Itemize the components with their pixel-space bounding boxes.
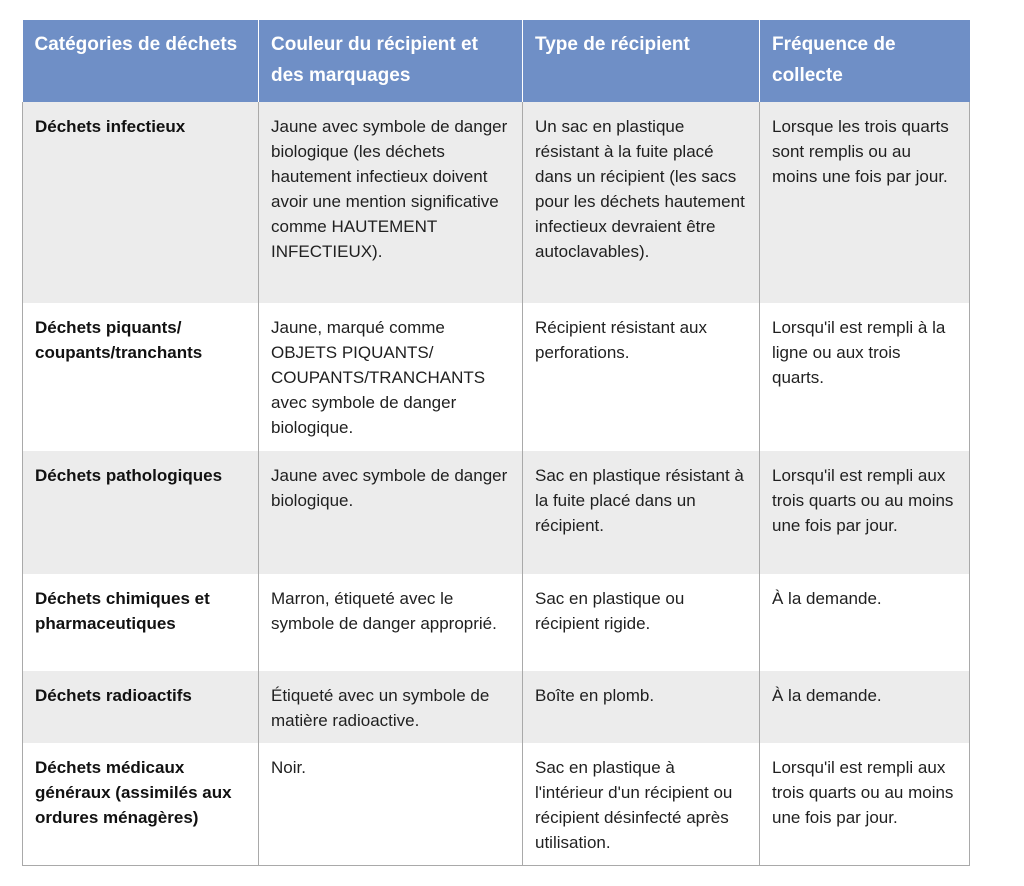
row-container-color: Jaune, marqué comme OBJETS PIQUANTS/ COUPANTS/TRANCHANTS avec symbole de danger biologique. [259, 303, 523, 451]
row-container-type: Récipient résistant aux perforations. [523, 303, 760, 451]
row-container-color: Marron, étiqueté avec le symbole de danger approprié. [259, 574, 523, 671]
table-row [23, 303, 970, 451]
table-row [23, 451, 970, 574]
row-category: Déchets médicaux généraux (assimilés aux ordures ménagères) [23, 743, 259, 865]
row-collection-frequency: À la demande. [760, 671, 970, 743]
row-container-color: Étiqueté avec un symbole de matière radioactive. [259, 671, 523, 743]
row-category: Déchets infectieux [23, 102, 259, 303]
header-categories: Catégories de déchets [23, 20, 259, 102]
row-container-type: Sac en plastique résistant à la fuite placé dans un récipient. [523, 451, 760, 574]
row-container-color: Jaune avec symbole de danger biologique. [259, 451, 523, 574]
row-category: Déchets pathologiques [23, 451, 259, 574]
table-row [23, 102, 970, 303]
table-row [23, 671, 970, 743]
row-collection-frequency: Lorsqu'il est rempli aux trois quarts ou au moins une fois par jour. [760, 451, 970, 574]
header-collection-frequency: Fréquence de collecte [760, 20, 970, 102]
header-container-type: Type de récipient [523, 20, 760, 102]
row-collection-frequency: Lorsque les trois quarts sont remplis ou au moins une fois par jour. [760, 102, 970, 303]
row-collection-frequency: Lorsqu'il est rempli à la ligne ou aux trois quarts. [760, 303, 970, 451]
table-row [23, 574, 970, 671]
row-collection-frequency: À la demande. [760, 574, 970, 671]
table-header-row [23, 20, 970, 102]
row-container-type: Sac en plastique ou récipient rigide. [523, 574, 760, 671]
row-category: Déchets piquants/ coupants/tranchants [23, 303, 259, 451]
header-container-color: Couleur du récipient et des marquages [259, 20, 523, 102]
table-row [23, 743, 970, 865]
row-category: Déchets radioactifs [23, 671, 259, 743]
row-container-type: Boîte en plomb. [523, 671, 760, 743]
row-collection-frequency: Lorsqu'il est rempli aux trois quarts ou au moins une fois par jour. [760, 743, 970, 865]
row-category: Déchets chimiques et pharmaceutiques [23, 574, 259, 671]
waste-categories-table [22, 20, 970, 866]
row-container-type: Un sac en plastique résistant à la fuite placé dans un récipient (les sacs pour les déchets hautement infectieux devraient être autoclavables). [523, 102, 760, 303]
row-container-color: Noir. [259, 743, 523, 865]
row-container-type: Sac en plastique à l'intérieur d'un récipient ou récipient désinfecté après utilisation. [523, 743, 760, 865]
row-container-color: Jaune avec symbole de danger biologique (les déchets hautement infectieux doivent avoir une mention significative comme HAUTEMENT INFECTIEUX). [259, 102, 523, 303]
